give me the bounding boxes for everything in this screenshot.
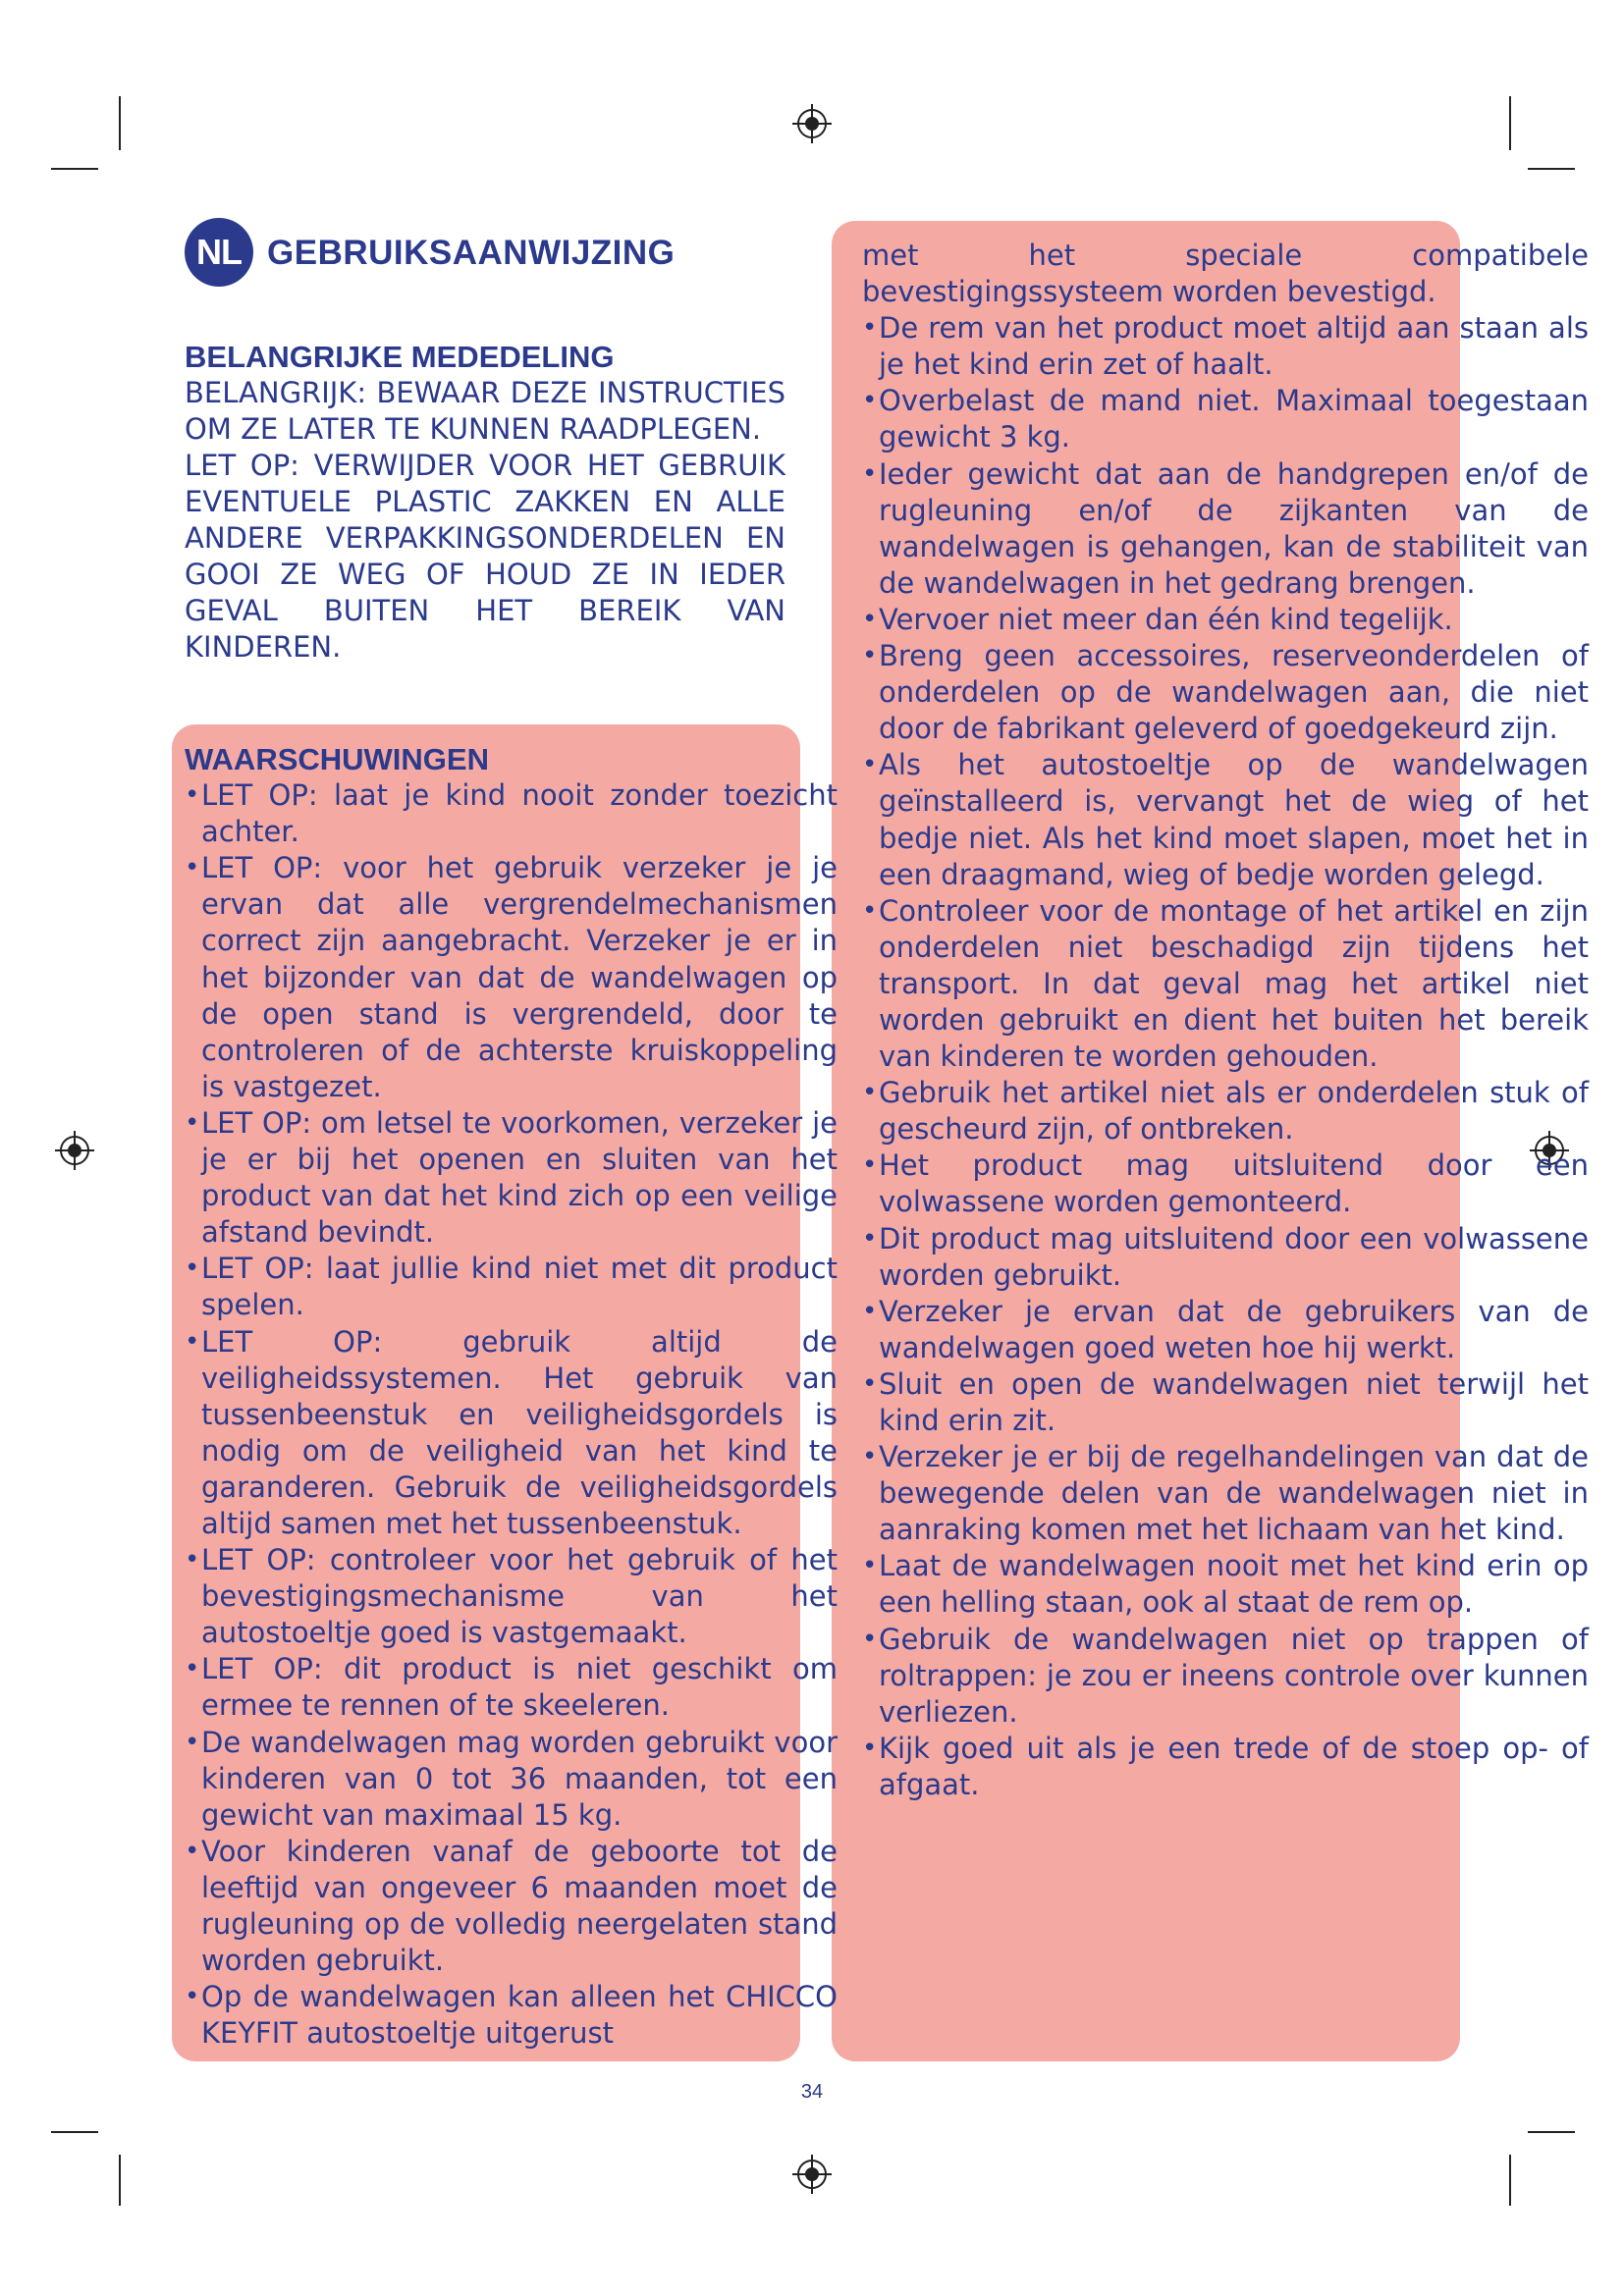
warning-item: • Op de wandelwagen kan alleen het CHICCO KEYFIT autostoeltje uitgerust [185, 1979, 838, 2052]
important-notice [185, 339, 785, 666]
warning-item: • Voor kinderen vanaf de geboorte tot de leeftijd van ongeveer 6 maanden moet de rugleuning op de volledig neergelaten stand worden gebruikt. [185, 1834, 838, 1979]
warning-item: • Ieder gewicht dat aan de handgrepen en/of de rugleuning en/of de zijkanten van de wandelwagen is gehangen, kan de stabiliteit van de wandelwagen in het gedrang brengen. [862, 456, 1589, 602]
warning-item: • Dit product mag uitsluitend door een volwassene worden gebruikt. [862, 1221, 1589, 1294]
warnings-column-left [185, 741, 838, 2052]
warning-item: • LET OP: laat jullie kind niet met dit product spelen. [185, 1251, 838, 1323]
warning-item: • Verzeker je er bij de regelhandelingen van dat de bewegende delen van de wandelwagen niet in aanraking komen met het lichaam van het kind. [862, 1439, 1589, 1548]
registration-mark-top-icon [792, 104, 832, 143]
crop-mark-bottom-left-horizontal [51, 2131, 98, 2133]
document-title: GEBRUIKSAANWIJZING [267, 234, 676, 272]
warnings-list-right [862, 310, 1589, 1803]
warning-item: • LET OP: voor het gebruik verzeker je je ervan dat alle vergrendelmechanismen correct zijn aangebracht. Verzeker je er in het bijzonder van dat de wandelwagen op de open stand is vergrendeld, door te controleren of de achterste kruiskoppeling is vastgezet. [185, 850, 838, 1105]
warning-continuation: met het speciale compatibele bevestigingssysteem worden bevestigd. [862, 239, 1589, 309]
crop-mark-top-left-horizontal [51, 168, 98, 170]
registration-mark-left-icon [55, 1131, 94, 1170]
warnings-heading: WAARSCHUWINGEN [185, 742, 489, 776]
warnings-column-right [862, 238, 1589, 1803]
crop-mark-bottom-right-vertical [1509, 2155, 1511, 2206]
warning-item: • LET OP: gebruik altijd de veiligheidssystemen. Het gebruik van tussenbeenstuk en veiligheidsgordels is nodig om de veiligheid van het kind te garanderen. Gebruik de veiligheidsgordels altijd samen met het tussenbeenstuk. [185, 1324, 838, 1543]
warning-item: • Overbelast de mand niet. Maximaal toegestaan gewicht 3 kg. [862, 383, 1589, 455]
notice-paragraph: BELANGRIJK: BEWAAR DEZE INSTRUCTIES OM ZE LATER TE KUNNEN RAADPLEGEN. [185, 376, 785, 446]
crop-mark-bottom-right-horizontal [1528, 2131, 1575, 2133]
language-badge: NL [185, 218, 253, 287]
crop-mark-top-left-vertical [119, 96, 121, 150]
notice-paragraph: LET OP: VERWIJDER VOOR HET GEBRUIK EVENTUELE PLASTIC ZAKKEN EN ALLE ANDERE VERPAKKINGSONDERDELEN EN GOOI ZE WEG OF HOUD ZE IN IEDER GEVAL BUITEN HET BEREIK VAN KINDEREN. [185, 449, 785, 664]
warning-item: • Vervoer niet meer dan één kind tegelijk. [862, 602, 1589, 638]
page-number: 34 [800, 2081, 824, 2103]
warning-item: • LET OP: dit product is niet geschikt om ermee te rennen of te skeeleren. [185, 1651, 838, 1724]
warning-item: • Het product mag uitsluitend door een volwassene worden gemonteerd. [862, 1148, 1589, 1220]
crop-mark-top-right-vertical [1509, 96, 1511, 150]
registration-mark-bottom-icon [792, 2155, 832, 2194]
warning-item: • Als het autostoeltje op de wandelwagen geïnstalleerd is, vervangt het de wieg of het bedje niet. Als het kind moet slapen, moet het in een draagmand, wieg of bedje worden gelegd. [862, 747, 1589, 892]
warning-item: • De rem van het product moet altijd aan staan als je het kind erin zet of haalt. [862, 310, 1589, 383]
warning-item: • Verzeker je ervan dat de gebruikers van de wandelwagen goed weten hoe hij werkt. [862, 1294, 1589, 1366]
warning-item: • LET OP: laat je kind nooit zonder toezicht achter. [185, 777, 838, 850]
warning-item: • LET OP: controleer voor het gebruik of het bevestigingsmechanisme van het autostoeltje goed is vastgemaakt. [185, 1542, 838, 1651]
warning-item: • Controleer voor de montage of het artikel en zijn onderdelen niet beschadigd zijn tijdens het transport. In dat geval mag het artikel niet worden gebruikt en dient het buiten het bereik van kinderen te worden gehouden. [862, 893, 1589, 1075]
warning-item: • Breng geen accessoires, reserveonderdelen of onderdelen op de wandelwagen aan, die niet door de fabrikant geleverd of goedgekeurd zijn. [862, 638, 1589, 747]
warning-item: • De wandelwagen mag worden gebruikt voor kinderen van 0 tot 36 maanden, tot een gewicht van maximaal 15 kg. [185, 1725, 838, 1834]
crop-mark-bottom-left-vertical [119, 2155, 121, 2206]
warning-item: • Sluit en open de wandelwagen niet terwijl het kind erin zit. [862, 1366, 1589, 1439]
warning-item: • LET OP: om letsel te voorkomen, verzeker je je er bij het openen en sluiten van het product van dat het kind zich op een veilige afstand bevindt. [185, 1105, 838, 1251]
crop-mark-top-right-horizontal [1528, 168, 1575, 170]
warnings-list-left [185, 777, 838, 2052]
warning-item: • Kijk goed uit als je een trede of de stoep op- of afgaat. [862, 1731, 1589, 1803]
notice-heading: BELANGRIJKE MEDEDELING [185, 340, 615, 374]
warning-item: • Gebruik de wandelwagen niet op trappen of roltrappen: je zou er ineens controle over kunnen verliezen. [862, 1622, 1589, 1731]
warning-item: • Gebruik het artikel niet als er onderdelen stuk of gescheurd zijn, of ontbreken. [862, 1075, 1589, 1148]
warning-item: • Laat de wandelwagen nooit met het kind erin op een helling staan, ook al staat de rem op. [862, 1548, 1589, 1621]
